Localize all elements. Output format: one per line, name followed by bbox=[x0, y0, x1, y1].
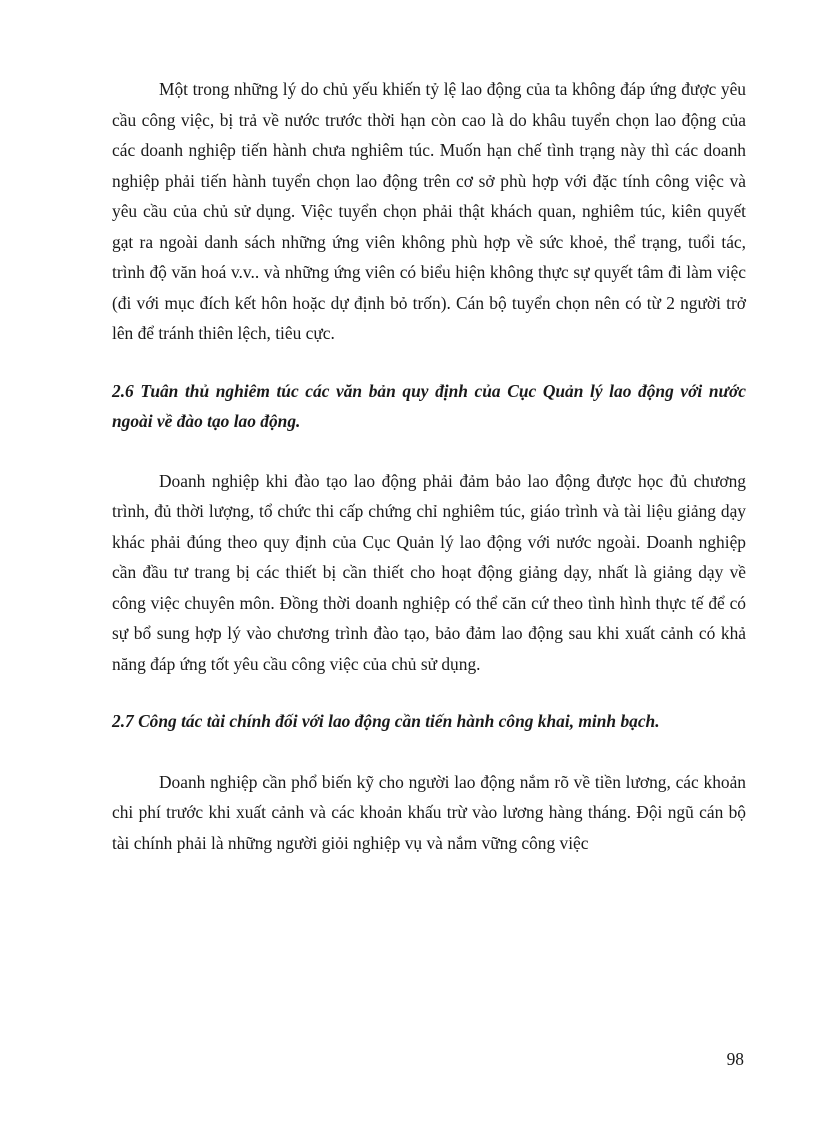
section-heading: 2.6 Tuân thủ nghiêm túc các văn bản quy định của Cục Quản lý lao động với nước ngoài về đào tạo lao động. bbox=[112, 380, 746, 431]
document-page bbox=[112, 74, 746, 858]
body-paragraph: Một trong những lý do chủ yếu khiến tỷ lệ lao động của ta không đáp ứng được yêu cầu công việc, bị trả về nước trước thời hạn còn cao là do khâu tuyển chọn lao động của các doanh nghiệp tiến hành chưa nghiêm túc. Muốn hạn chế tình trạng này thì các doanh nghiệp phải tiến hành tuyển chọn lao động trên cơ sở phù hợp với đặc tính công việc và yêu cầu của chủ sử dụng. Việc tuyển chọn phải thật khách quan, nghiêm túc, kiên quyết gạt ra ngoài danh sách những ứng viên không phù hợp về sức khoẻ, thể trạng, tuổi tác, trình độ văn hoá v.v.. và những ứng viên có biểu hiện không thực sự quyết tâm đi làm việc (đi với mục đích kết hôn hoặc dự định bỏ trốn). Cán bộ tuyển chọn nên có từ 2 người trở lên để tránh thiên lệch, tiêu cực. bbox=[112, 79, 746, 343]
body-paragraph: Doanh nghiệp khi đào tạo lao động phải đảm bảo lao động được học đủ chương trình, đủ thời lượng, tổ chức thi cấp chứng chỉ nghiêm túc, giáo trình và tài liệu giảng dạy khác phải đúng theo quy định của Cục Quản lý lao động với nước ngoài. Doanh nghiệp cần đầu tư trang bị các thiết bị cần thiết cho hoạt động giảng dạy, nhất là giảng dạy về công việc chuyên môn. Đồng thời doanh nghiệp có thể căn cứ theo tình hình thực tế để có sự bổ sung hợp lý vào chương trình đào tạo, bảo đảm lao động sau khi xuất cảnh có khả năng đáp ứng tốt yêu cầu công việc của chủ sử dụng. bbox=[112, 470, 746, 674]
body-paragraph: Doanh nghiệp cần phổ biến kỹ cho người lao động nắm rõ về tiền lương, các khoản chi phí trước khi xuất cảnh và các khoản khấu trừ vào lương hàng tháng. Đội ngũ cán bộ tài chính phải là những người giỏi nghiệp vụ và nắm vững công việc bbox=[112, 771, 746, 853]
section-heading: 2.7 Công tác tài chính đối với lao động cần tiến hành công khai, minh bạch. bbox=[112, 711, 660, 731]
page-number: 98 bbox=[726, 1049, 744, 1069]
